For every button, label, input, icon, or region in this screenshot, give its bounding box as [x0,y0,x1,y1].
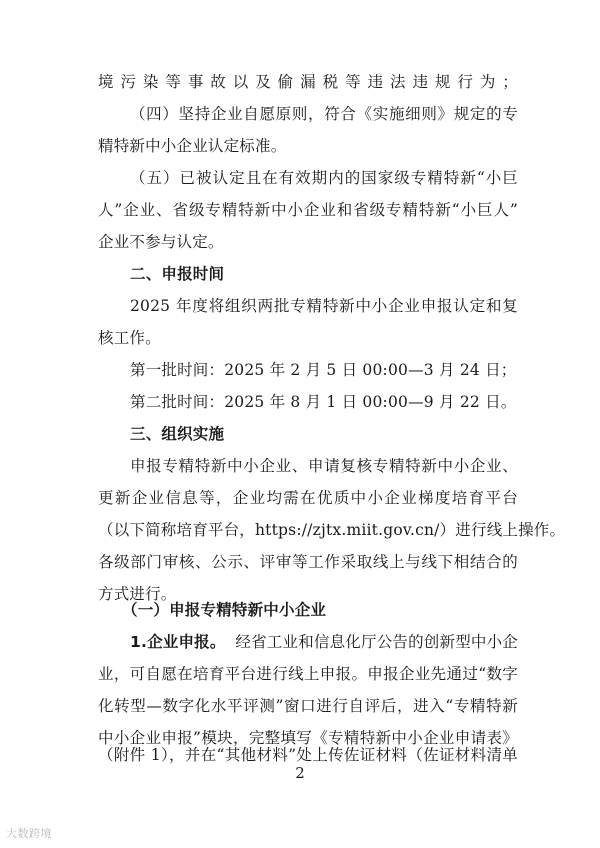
body-line: （以下简称培育平台，https://zjtx.miit.gov.cn/）进行线上操作。 [98,521,566,539]
body-line: 各级部门审核、公示、评审等工作采取线上与线下相结合的 [98,553,518,571]
body-line: 业，可自愿在培育平台进行线上申报。申报企业先通过“数字 [98,665,518,683]
body-line: 更新企业信息等，企业均需在优质中小企业梯度培育平台 [98,489,518,507]
body-line: 精特新中小企业认定标准。 [98,137,287,155]
body-line: 申报专精特新中小企业、申请复核专精特新中小企业、 [130,457,518,475]
body-line: 企业不参与认定。 [98,233,224,251]
page-number: 2 [295,764,305,782]
body-line: 第二批时间：2025 年 8 月 1 日 00:00—9 月 22 日。 [130,393,517,411]
item-text: 经省工业和信息化厅公告的创新型中小企 [235,633,518,651]
body-line: （附件 1），并在“其他材料”处上传佐证材料（佐证材料清单 [98,746,518,764]
body-line: 方式进行。 [98,585,177,603]
item-label: 1.企业申报。 [130,633,226,651]
body-line: （五）已被认定且在有效期内的国家级专精特新“小巨 [130,169,518,187]
subsection-heading: （一）申报专精特新中小企业 [122,601,327,619]
body-line: 第一批时间：2025 年 2 月 5 日 00:00—3 月 24 日； [130,361,517,379]
body-line: 境污染等事故以及偷漏税等违法违规行为； [98,73,518,91]
body-line: （四）坚持企业自愿原则，符合《实施细则》规定的专 [130,105,518,123]
section-heading: 二、申报时间 [130,265,225,283]
section-heading: 三、组织实施 [130,425,225,443]
body-line: 人”企业、省级专精特新中小企业和省级专精特新“小巨人” [98,201,518,219]
body-line: 2025 年度将组织两批专精特新中小企业申报认定和复 [130,297,518,315]
body-line: 核工作。 [98,329,161,347]
body-line: 化转型—数字化水平评测”窗口进行自评后，进入“专精特新 [98,697,518,715]
watermark: 大数跨境 [6,827,52,840]
body-line [130,632,518,652]
body-line: 中小企业申报”模块，完整填写《专精特新中小企业申请表》 [98,729,518,747]
